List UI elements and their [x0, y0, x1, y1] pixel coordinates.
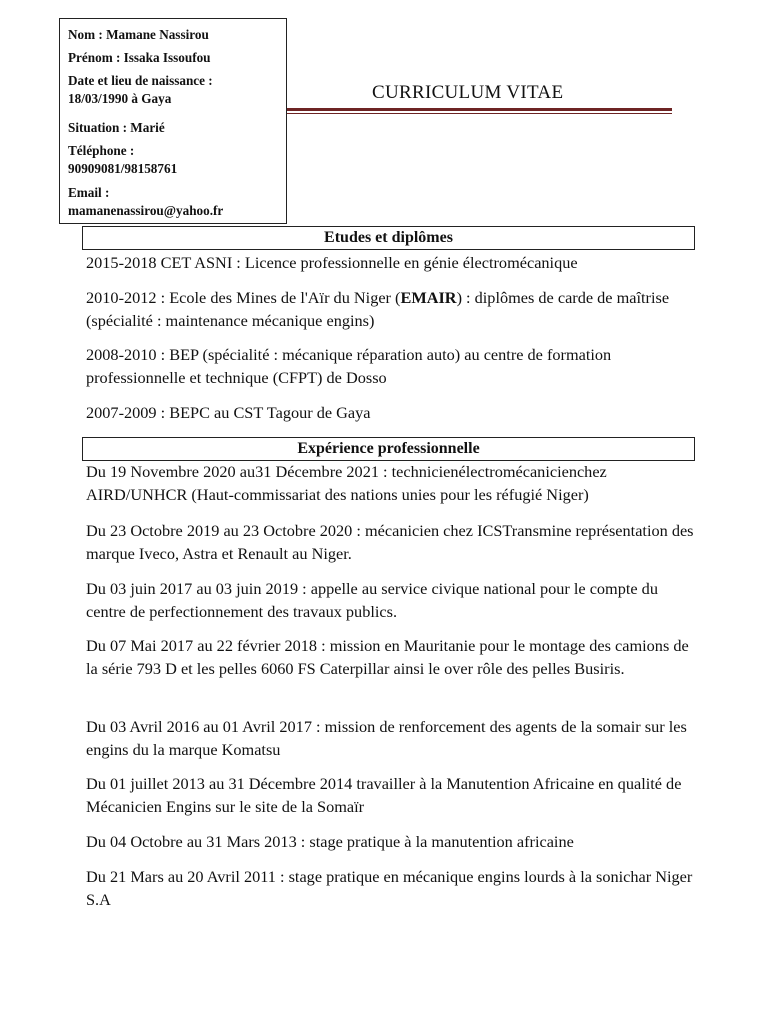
etudes-item — [86, 287, 696, 332]
etudes-item — [86, 402, 696, 425]
identity-naissance-label: Date et lieu de naissance : — [68, 73, 213, 88]
etudes-item — [86, 252, 696, 275]
identity-email — [68, 184, 286, 220]
identity-naissance-value: 18/03/1990 à Gaya — [68, 91, 172, 106]
etudes-item-text: 2015-2018 CET ASNI : Licence professionnelle en génie électromécanique — [86, 253, 578, 272]
document-title: CURRICULUM VITAE — [372, 82, 564, 103]
experience-item: Du 23 Octobre 2019 au 23 Octobre 2020 : mécanicien chez ICSTransmine représentation des marque Iveco, Astra et Renault au Niger. — [86, 521, 694, 563]
experience-item: Du 19 Novembre 2020 au31 Décembre 2021 : technicienélectromécanicienchez AIRD/UNHCR (Haut-commissariat des nations unies pour les réfugié Niger) — [86, 462, 607, 504]
etudes-item — [86, 344, 696, 389]
identity-telephone-label: Téléphone : — [68, 143, 135, 158]
etudes-item-text: 2008-2010 : BEP (spécialité : mécanique réparation auto) au centre de formation professionnelle et technique (CFPT) de Dosso — [86, 345, 612, 387]
title-rule-thin — [287, 113, 672, 114]
identity-prenom: Prénom : Issaka Issoufou — [68, 50, 211, 65]
identity-email-value: mamanenassirou@yahoo.fr — [68, 203, 224, 218]
etudes-item-text: 2007-2009 : BEPC au CST Tagour de Gaya — [86, 403, 371, 422]
section-header-etudes: Etudes et diplômes — [82, 226, 695, 250]
etudes-item-bold: EMAIR — [400, 288, 457, 307]
identity-naissance — [68, 72, 286, 108]
identity-email-label: Email : — [68, 185, 110, 200]
experience-item: Du 03 Avril 2016 au 01 Avril 2017 : mission de renforcement des agents de la somair sur les engins du la marque Komatsu — [86, 717, 687, 759]
experience-item: Du 21 Mars au 20 Avril 2011 : stage pratique en mécanique engins lourds à la sonichar Niger S.A — [86, 867, 693, 909]
experience-item: Du 07 Mai 2017 au 22 février 2018 : mission en Mauritanie pour le montage des camions de la série 793 D et les pelles 6060 FS Caterpillar ainsi le over rôle des pelles Busiris. — [86, 636, 689, 678]
experience-item: Du 01 juillet 2013 au 31 Décembre 2014 travailler à la Manutention Africaine en qualité de Mécanicien Engins sur le site de la Somaïr — [86, 774, 682, 816]
identity-nom: Nom : Mamane Nassirou — [68, 27, 209, 42]
identity-telephone-value: 90909081/98158761 — [68, 161, 178, 176]
section-header-experience: Expérience professionnelle — [82, 437, 695, 461]
identity-box — [59, 18, 287, 224]
experience-item: Du 04 Octobre au 31 Mars 2013 : stage pratique à la manutention africaine — [86, 832, 574, 851]
etudes-item-text: 2010-2012 : Ecole des Mines de l'Aïr du Niger ( — [86, 288, 401, 307]
title-rule-thick — [287, 108, 672, 111]
identity-situation: Situation : Marié — [68, 120, 165, 135]
identity-telephone — [68, 142, 286, 178]
etudes-item-text-post: ) : diplômes de carde de maîtrise (spécialité : maintenance mécanique engins) — [86, 288, 670, 330]
experience-item: Du 03 juin 2017 au 03 juin 2019 : appelle au service civique national pour le compte du centre de perfectionnement des travaux publics. — [86, 579, 658, 621]
